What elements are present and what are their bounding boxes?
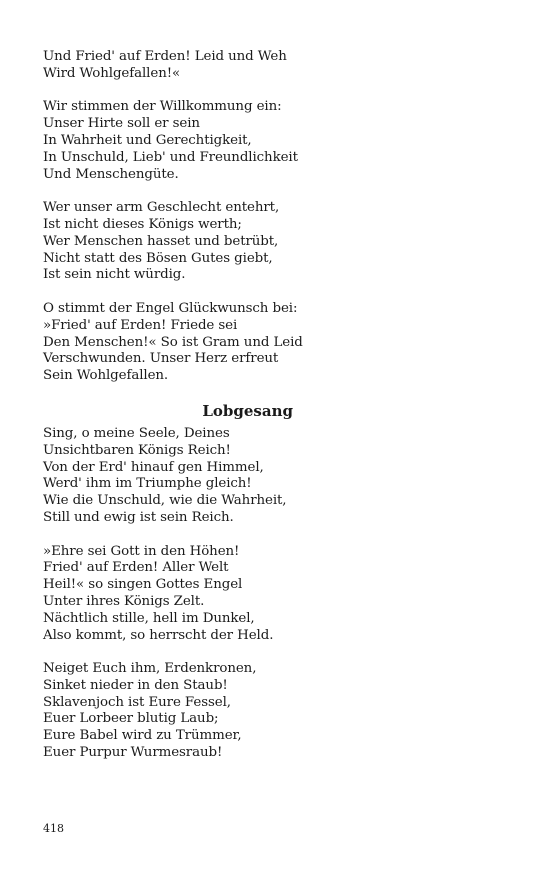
verse-line: Unsichtbaren Königs Reich! <box>43 442 231 458</box>
poem1-stanza-1 <box>43 49 293 83</box>
verse-line: »Ehre sei Gott in den Höhen! <box>43 543 240 559</box>
verse-line: In Unschuld, Lieb' und Freundlichkeit <box>43 149 298 165</box>
poem1-stanza-3 <box>43 200 293 284</box>
poem2-stanza-3 <box>43 661 293 762</box>
page-number: 418 <box>43 822 64 835</box>
verse-line: Wird Wohlgefallen!« <box>43 65 181 81</box>
verse-line: Wir stimmen der Willkommung ein: <box>43 99 282 115</box>
verse-line: Ist nicht dieses Königs werth; <box>43 216 242 232</box>
verse-line: In Wahrheit und Gerechtigkeit, <box>43 132 252 148</box>
poem1-stanza-2 <box>43 99 298 183</box>
verse-line: Also kommt, so herrscht der Held. <box>43 627 274 643</box>
verse-line: O stimmt der Engel Glückwunsch bei: <box>43 300 298 316</box>
poem1-stanza-4 <box>43 300 303 385</box>
page-body <box>43 49 303 779</box>
poem2-stanza-1 <box>43 426 293 527</box>
verse-line: Unser Hirte soll er sein <box>43 116 200 132</box>
verse-line: Nicht statt des Bösen Gutes giebt, <box>43 250 273 266</box>
verse-line: Werd' ihm im Triumphe gleich! <box>43 476 252 492</box>
verse-line: Und Fried' auf Erden! Leid und Weh <box>43 49 287 64</box>
verse-line: Wer unser arm Geschlecht entehrt, <box>43 200 280 216</box>
verse-line: Euer Lorbeer blutig Laub; <box>43 711 219 727</box>
verse-line: Eure Babel wird zu Trümmer, <box>43 728 242 744</box>
verse-line: Still und ewig ist sein Reich. <box>43 509 234 525</box>
verse-line: Nächtlich stille, hell im Dunkel, <box>43 610 255 626</box>
verse-line: Neiget Euch ihm, Erdenkronen, <box>43 661 257 677</box>
verse-line: Sing, o meine Seele, Deines <box>43 425 230 441</box>
verse-line: Fried' auf Erden! Aller Welt <box>43 560 229 576</box>
verse-line: Sein Wohlgefallen. <box>43 368 169 384</box>
verse-line: Den Menschen!« So ist Gram und Leid <box>43 334 303 350</box>
verse-line: Wie die Unschuld, wie die Wahrheit, <box>43 493 287 509</box>
verse-line: Ist sein nicht würdig. <box>43 267 186 283</box>
verse-line: Von der Erd' hinauf gen Himmel, <box>43 459 264 475</box>
verse-line: Und Menschengüte. <box>43 166 179 182</box>
verse-line: »Fried' auf Erden! Friede sei <box>43 317 238 333</box>
verse-line: Wer Menschen hasset und betrübt, <box>43 233 279 249</box>
poem-title: Lobgesang <box>202 401 293 420</box>
verse-line: Verschwunden. Unser Herz erfreut <box>43 351 279 367</box>
verse-line: Heil!« so singen Gottes Engel <box>43 577 243 593</box>
poem2-stanza-2 <box>43 544 293 645</box>
verse-line: Unter ihres Königs Zelt. <box>43 593 205 609</box>
verse-line: Euer Purpur Wurmesraub! <box>43 745 223 761</box>
verse-line: Sklavenjoch ist Eure Fessel, <box>43 694 231 710</box>
verse-line: Sinket nieder in den Staub! <box>43 677 228 693</box>
